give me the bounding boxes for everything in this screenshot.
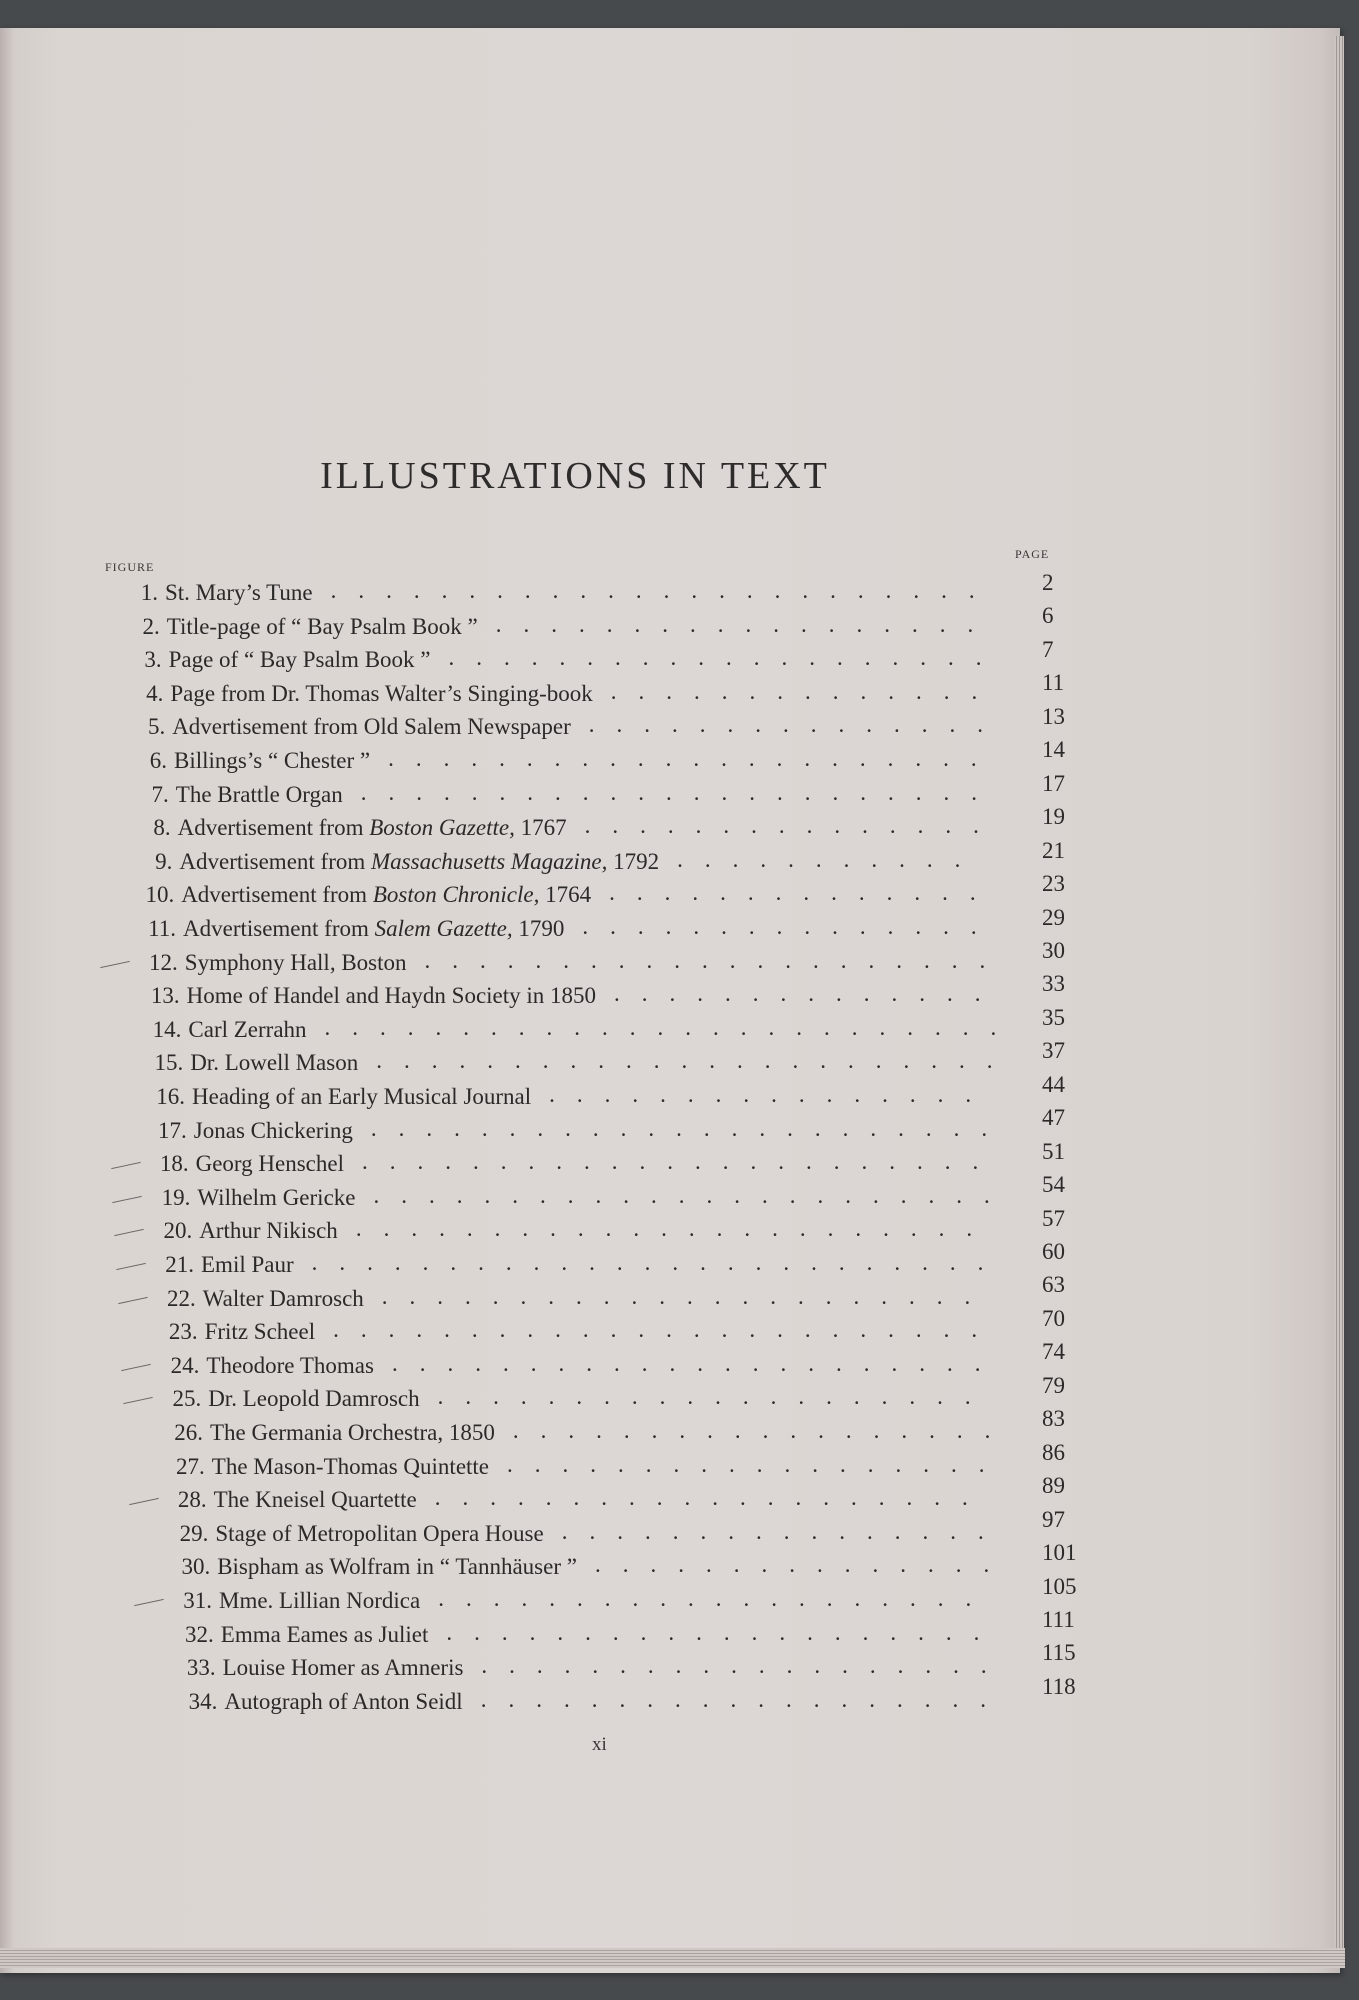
- figure-number: 2.: [142, 613, 160, 639]
- figure-number: 6.: [149, 748, 167, 773]
- list-item: [153, 1372, 1065, 1416]
- leader-dots: ......................: [381, 1283, 993, 1309]
- page-number: 33: [1041, 971, 1065, 997]
- figure-title-year: 1790: [512, 916, 565, 941]
- figure-number: 25.: [172, 1386, 202, 1412]
- figure-title-publication: Boston Gazette,: [369, 815, 515, 841]
- list-item: [146, 1239, 1065, 1282]
- list-item: [164, 1573, 1077, 1618]
- figure-title: St. Mary’s Tune: [165, 580, 313, 605]
- figure-number: 33.: [186, 1655, 216, 1681]
- leader-dots: ....................: [434, 1485, 990, 1511]
- page-number: 74: [1041, 1339, 1065, 1365]
- figure-title: Bispham as Wolfram in “ Tannhäuser ”: [217, 1554, 577, 1580]
- list-item: [148, 1272, 1065, 1316]
- figure-title: The Germania Orchestra, 1850: [210, 1420, 495, 1445]
- figure-title: Arthur Nikisch: [199, 1218, 338, 1244]
- page-number: 7: [1041, 636, 1054, 662]
- figure-title-year: 1764: [539, 882, 592, 908]
- page-number: 60: [1042, 1239, 1065, 1264]
- page-number: 44: [1042, 1071, 1065, 1097]
- figure-title-text: Advertisement from: [179, 848, 372, 874]
- figure-title: Stage of Metropolitan Opera House: [215, 1520, 544, 1546]
- leader-dots: ....................: [446, 1619, 1002, 1645]
- page-number: 63: [1041, 1272, 1065, 1298]
- list-item: [151, 1339, 1065, 1383]
- leader-dots: ..................: [495, 611, 996, 637]
- figure-title: Symphony Hall, Boston: [184, 949, 407, 975]
- figure-number: 19.: [161, 1184, 191, 1210]
- page-number: 30: [1041, 937, 1065, 963]
- page-folio: xi: [592, 1734, 607, 1755]
- figure-number: 20.: [163, 1218, 193, 1244]
- list-item: [155, 1406, 1065, 1450]
- figure-number: 7.: [151, 781, 169, 807]
- page-number: 57: [1041, 1205, 1065, 1231]
- list-item: [121, 770, 1065, 812]
- figure-number: 28.: [177, 1487, 207, 1513]
- leader-dots: ....................: [438, 1586, 994, 1611]
- list-item: [160, 1506, 1065, 1551]
- page-number: 111: [1041, 1606, 1075, 1632]
- figure-title: Carl Zerrahn: [188, 1016, 307, 1042]
- figure-number: 16.: [156, 1084, 185, 1109]
- leader-dots: .......................: [376, 1048, 1015, 1074]
- leader-dots: ................: [561, 1518, 1006, 1544]
- figure-title: [178, 815, 567, 841]
- page-number: 101: [1041, 1540, 1077, 1566]
- page-number: 21: [1041, 837, 1065, 863]
- page-number: 14: [1042, 737, 1065, 763]
- list-item: [128, 904, 1065, 946]
- leader-dots: ....................: [437, 1384, 993, 1410]
- figure-title: Wilhelm Gericke: [197, 1184, 356, 1210]
- list-item: [112, 603, 1054, 644]
- page-number: 37: [1041, 1038, 1065, 1064]
- list-item: [114, 636, 1054, 677]
- figure-title-year: 1767: [514, 815, 567, 841]
- page-number: 35: [1041, 1004, 1065, 1030]
- list-item: [142, 1172, 1065, 1215]
- leader-dots: ....................: [448, 645, 1004, 671]
- figure-title: Georg Henschel: [195, 1151, 344, 1177]
- figure-number: 31.: [183, 1588, 212, 1613]
- figure-title: Page of “ Bay Psalm Book ”: [168, 647, 431, 673]
- figure-number: 3.: [144, 647, 162, 673]
- figure-title: [183, 916, 564, 942]
- figure-title: Home of Handel and Haydn Society in 1850: [186, 983, 597, 1009]
- figure-title: Advertisement from Old Salem Newspaper: [172, 714, 571, 740]
- page-number: 89: [1041, 1473, 1065, 1499]
- leader-dots: ........................: [333, 1317, 1000, 1343]
- leader-dots: ................: [549, 1082, 994, 1107]
- leader-dots: ...............: [582, 914, 999, 939]
- figure-title: [181, 882, 591, 908]
- figure-number: 23.: [168, 1319, 198, 1345]
- leader-dots: ..............: [614, 981, 1003, 1007]
- figure-title: Fritz Scheel: [204, 1319, 316, 1345]
- list-item: [166, 1606, 1075, 1652]
- page-number: 54: [1041, 1172, 1065, 1198]
- page-number: 47: [1041, 1105, 1065, 1131]
- leader-dots: ..................: [507, 1451, 1007, 1477]
- figure-title: Title-page of “ Bay Psalm Book ”: [166, 613, 478, 639]
- list-item: [132, 971, 1065, 1013]
- figure-title-publication: Massachusetts Magazine,: [371, 848, 608, 874]
- figure-number: 1.: [140, 580, 158, 605]
- figure-column-label: FIGURE: [105, 560, 155, 574]
- figure-number: 15.: [154, 1050, 184, 1076]
- page-number: 115: [1041, 1640, 1076, 1666]
- page-number: 118: [1041, 1673, 1076, 1699]
- leader-dots: .......................: [373, 1182, 1012, 1208]
- figure-number: 34.: [188, 1688, 218, 1714]
- figure-title: Dr. Leopold Damrosch: [208, 1386, 420, 1412]
- figure-title-publication: Boston Chronicle,: [372, 882, 540, 908]
- figure-title: Walter Damrosch: [202, 1285, 364, 1311]
- figure-title: Louise Homer as Amneris: [222, 1655, 464, 1681]
- figure-number: 11.: [148, 916, 176, 941]
- figure-number: 4.: [146, 680, 164, 706]
- page-number: 86: [1041, 1439, 1065, 1465]
- list-item: [133, 1004, 1065, 1047]
- page-number: 6: [1041, 603, 1054, 629]
- leader-dots: .......................: [361, 1149, 1001, 1175]
- figure-number: 26.: [174, 1420, 203, 1445]
- figure-number: 17.: [158, 1117, 187, 1143]
- figure-title-publication: Salem Gazette,: [374, 916, 513, 941]
- leader-dots: .......................: [370, 1115, 1010, 1141]
- leader-dots: ...........: [677, 846, 983, 872]
- leader-dots: ........................: [330, 578, 997, 603]
- page-number: 2: [1042, 570, 1054, 595]
- figure-title-year: 1792: [607, 848, 660, 874]
- list-item: [126, 871, 1065, 912]
- list-item: [144, 1205, 1065, 1248]
- list-item: [137, 1071, 1065, 1114]
- leader-dots: ......................: [391, 1350, 1003, 1376]
- page-number: 11: [1041, 670, 1065, 696]
- page-number: 105: [1042, 1573, 1077, 1599]
- leader-dots: ..............: [609, 880, 998, 906]
- leader-dots: .....................: [424, 947, 1008, 973]
- list-item: [124, 837, 1065, 879]
- figure-title-text: Advertisement from: [183, 916, 375, 941]
- list-item: [119, 737, 1065, 778]
- list-item: [115, 670, 1065, 711]
- page-number: 70: [1041, 1305, 1065, 1331]
- figure-title: The Brattle Organ: [175, 781, 343, 807]
- list-item: [130, 937, 1065, 980]
- page-number: 19: [1041, 804, 1065, 830]
- figure-number: 18.: [159, 1151, 189, 1177]
- page-stack-bottom-edge: [0, 1948, 1345, 1968]
- leader-dots: .......................: [360, 779, 999, 805]
- figure-title: Dr. Lowell Mason: [190, 1050, 359, 1076]
- list-item: [117, 703, 1065, 744]
- list-item: [159, 1473, 1065, 1517]
- leader-dots: ...................: [480, 1686, 1008, 1712]
- list-item: [135, 1038, 1065, 1080]
- list-item: [141, 1138, 1065, 1181]
- figure-title: [179, 849, 659, 875]
- figure-title-text: Advertisement from: [181, 882, 373, 908]
- page-number: 83: [1042, 1406, 1065, 1432]
- figure-title: Theodore Thomas: [206, 1352, 374, 1378]
- figure-title-text: Advertisement from: [177, 815, 370, 841]
- page-stack-right-edge: [1334, 36, 1344, 1966]
- figure-number: 21.: [165, 1252, 194, 1277]
- list-item: [162, 1540, 1077, 1584]
- figure-title: The Mason-Thomas Quintette: [211, 1453, 490, 1479]
- page-number: 13: [1041, 703, 1065, 729]
- figure-number: 29.: [179, 1520, 209, 1546]
- page-column-label: PAGE: [1015, 547, 1050, 561]
- leader-dots: ...................: [481, 1653, 1009, 1679]
- leader-dots: .......................: [355, 1216, 995, 1242]
- figure-number: 22.: [167, 1285, 196, 1311]
- figure-title: Jonas Chickering: [193, 1117, 353, 1143]
- page-number: 17: [1041, 770, 1065, 796]
- figure-number: 32.: [185, 1621, 214, 1647]
- list-item: [150, 1305, 1065, 1349]
- figure-number: 8.: [153, 815, 171, 841]
- figure-title: Page from Dr. Thomas Walter’s Singing-book: [170, 680, 593, 706]
- figure-title: Billings’s “ Chester ”: [174, 748, 371, 773]
- page-title: ILLUSTRATIONS IN TEXT: [320, 455, 830, 497]
- list-item: [169, 1673, 1076, 1719]
- figure-number: 12.: [149, 949, 178, 975]
- list-item: [168, 1640, 1076, 1685]
- figure-title: The Kneisel Quartette: [213, 1487, 417, 1513]
- figure-number: 9.: [155, 848, 173, 874]
- list-item: [110, 570, 1054, 610]
- figure-number: 13.: [150, 983, 180, 1009]
- figure-number: 5.: [147, 714, 166, 740]
- leader-dots: ......................: [388, 746, 999, 771]
- page-number: 79: [1041, 1372, 1065, 1398]
- list-item: [157, 1439, 1065, 1484]
- figure-title: Emma Eames as Juliet: [220, 1621, 429, 1647]
- figure-number: 10.: [145, 882, 175, 908]
- page-number: 97: [1041, 1506, 1065, 1532]
- leader-dots: ..............: [610, 678, 1000, 704]
- page-number: 29: [1042, 904, 1065, 930]
- figure-number: 24.: [170, 1352, 200, 1378]
- figure-number: 27.: [176, 1453, 205, 1479]
- list-item: [123, 804, 1065, 845]
- figure-title: Autograph of Anton Seidl: [224, 1688, 463, 1714]
- leader-dots: .........................: [324, 1014, 1019, 1040]
- leader-dots: ...............: [584, 813, 1001, 839]
- figure-number: 14.: [152, 1016, 182, 1042]
- page-number: 51: [1041, 1138, 1065, 1164]
- figure-number: 30.: [181, 1554, 211, 1580]
- figure-title: Emil Paur: [201, 1252, 294, 1277]
- leader-dots: ...............: [594, 1552, 1012, 1578]
- list-item: [139, 1105, 1065, 1148]
- figure-title: Heading of an Early Musical Journal: [192, 1084, 532, 1109]
- leader-dots: ...............: [588, 712, 1005, 738]
- figure-title: Mme. Lillian Nordica: [219, 1588, 421, 1613]
- page-number: 23: [1041, 871, 1065, 897]
- leader-dots: .........................: [311, 1250, 1006, 1275]
- leader-dots: ..................: [512, 1418, 1013, 1443]
